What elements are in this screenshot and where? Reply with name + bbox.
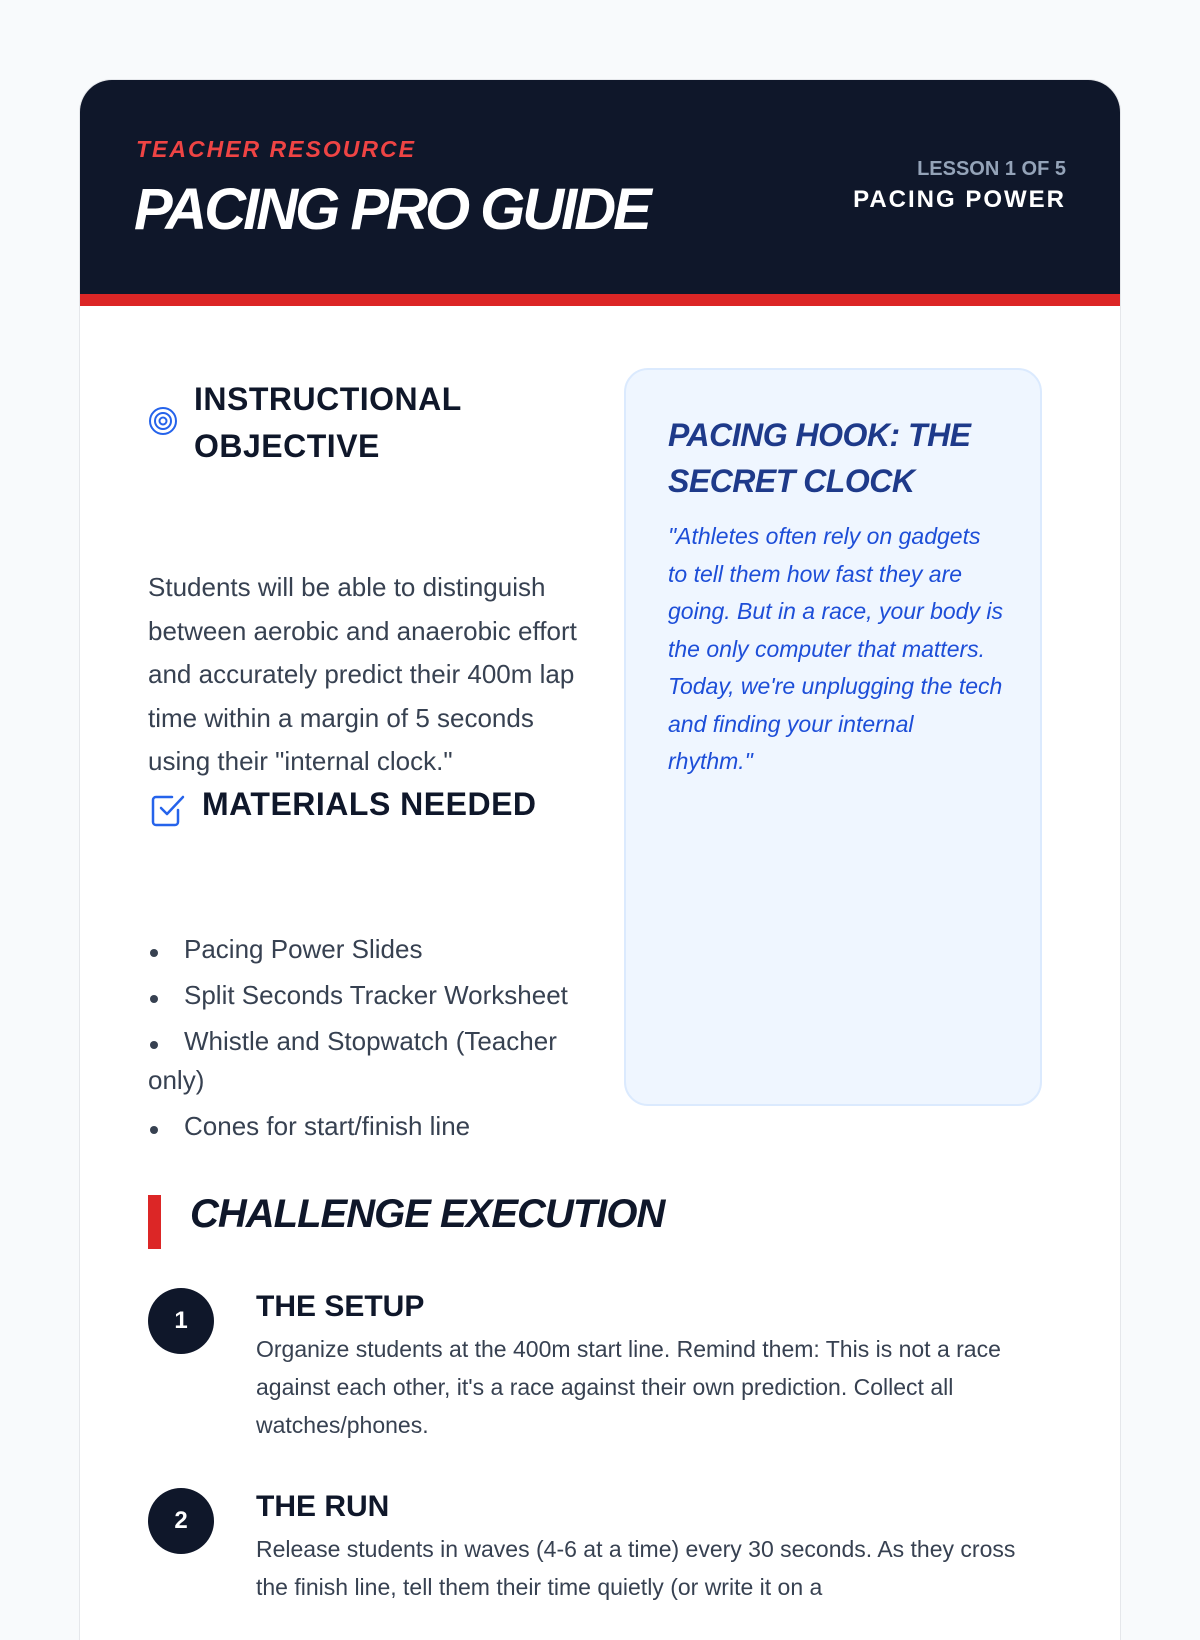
- step-title: THE RUN: [256, 1490, 390, 1523]
- list-item: Cones for start/finish line: [148, 1107, 568, 1146]
- step-text: Release students in waves (4-6 at a time) every 30 seconds. As they cross the finish line, tell them their time quietly (or write it on a: [256, 1536, 1016, 1600]
- target-icon: [148, 406, 178, 436]
- step-number-badge: 1: [148, 1288, 214, 1354]
- list-item: Whistle and Stopwatch (Teacher only): [148, 1022, 568, 1100]
- page-title: PACING PRO GUIDE: [134, 177, 649, 242]
- materials-list: [148, 930, 568, 1153]
- section-accent-bar: [148, 1195, 161, 1249]
- objective-text: Students will be able to distinguish between aerobic and anaerobic effort and accurately predict their 400m lap time within a margin of 5 seconds using their "internal clock.": [148, 572, 577, 776]
- header-accent-bar: [80, 294, 1120, 306]
- hook-callout: [624, 368, 1042, 1106]
- lesson-card: [80, 80, 1120, 1640]
- hook-quote: "Athletes often rely on gadgets to tell them how fast they are going. But in a race, your body is the only computer that matters. Today, we're unplugging the tech and finding your internal rhythm.": [668, 523, 1003, 774]
- step-title: THE SETUP: [256, 1290, 425, 1323]
- resource-eyebrow: TEACHER RESOURCE: [136, 136, 416, 162]
- materials-heading: MATERIALS NEEDED: [202, 786, 537, 822]
- execution-heading: CHALLENGE EXECUTION: [190, 1192, 665, 1236]
- guide-header: [80, 80, 1120, 294]
- hook-heading: PACING HOOK: THE SECRET CLOCK: [668, 417, 971, 499]
- list-item: Pacing Power Slides: [148, 930, 568, 969]
- objective-heading: INSTRUCTIONAL OBJECTIVE: [194, 381, 462, 464]
- lesson-name: PACING POWER: [853, 186, 1066, 213]
- checkbox-icon: [150, 792, 186, 828]
- step-number-badge: 2: [148, 1488, 214, 1554]
- lesson-number: LESSON 1 OF 5: [917, 158, 1066, 180]
- step-text: Organize students at the 400m start line. Remind them: This is not a race against each other, it's a race against their own prediction. Collect all watches/phones.: [256, 1336, 1001, 1438]
- list-item: Split Seconds Tracker Worksheet: [148, 976, 568, 1015]
